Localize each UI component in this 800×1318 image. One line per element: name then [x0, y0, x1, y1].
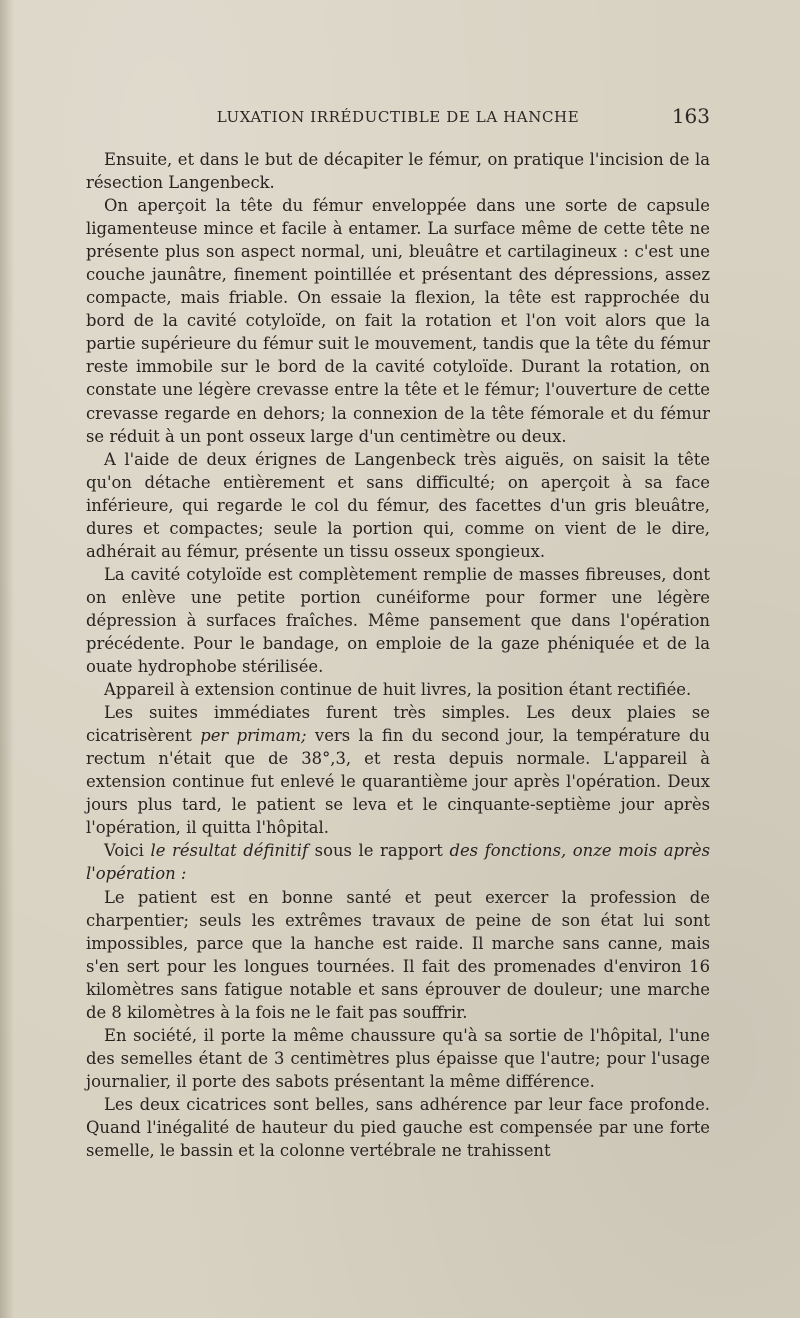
page-gutter-shadow	[0, 0, 14, 1318]
body-text	[86, 148, 710, 1162]
running-title: LUXATION IRRÉDUCTIBLE DE LA HANCHE	[216, 108, 580, 126]
paragraph: Le patient est en bonne santé et peut exercer la profession de charpentier; seuls les extrêmes travaux de peine de son état lui sont impossibles, parce que la hanche est raide. Il marche sans canne, mais s'en sert pour les longues tournées. Il fait des promenades d'environ 16 kilomètres sans fatigue notable et sans éprouver de douleur; une marche de 8 kilomètres à la fois ne le fait pas souffrir.	[86, 887, 710, 1022]
paragraph: La cavité cotyloïde est complètement remplie de masses fibreuses, dont on enlève une petite portion cunéiforme pour former une légère dépression à surfaces fraîches. Même pansement que dans l'opération précédente. Pour le bandage, on emploie de la gaze phéniquée et de la ouate hydrophobe stérilisée.	[86, 564, 710, 677]
italic-phrase: per primam;	[200, 726, 307, 746]
paragraph-text: Voici	[104, 841, 151, 861]
paragraph-text: sous le rapport	[308, 841, 450, 861]
running-header	[86, 106, 710, 134]
italic-phrase: le résultat définitif	[150, 841, 309, 861]
paragraph: Ensuite, et dans le but de décapiter le fémur, on pratique l'incision de la résection Langenbeck.	[86, 150, 710, 193]
paragraph: On aperçoit la tête du fémur enveloppée dans une sorte de capsule ligamenteuse mince et facile à entamer. La surface même de cette tête ne présente plus son aspect normal, uni, bleuâtre et cartilagineux : c'est une couche jaunâtre, finement pointillée et présentant des dépressions, assez compacte, mais friable. On essaie la flexion, la tête est rapprochée du bord de la cavité cotyloïde, on fait la rotation et l'on voit alors que la partie supérieure du fémur suit le mouvement, tandis que la tête du fémur reste immobile sur le bord de la cavité cotyloïde. Durant la rotation, on constate une légère crevasse entre la tête et le fémur; l'ouverture de cette crevasse regarde en dehors; la connexion de la tête fémorale et du fémur se réduit à un pont osseux large d'un centimètre ou deux.	[86, 196, 710, 446]
page-number: 163	[671, 104, 710, 128]
paragraph-text: Les suites immédiates furent très simples. Les deux plaies se cicatrisèrent	[86, 703, 710, 746]
paragraph: Appareil à extension continue de huit livres, la position étant rectifiée.	[104, 680, 692, 700]
paragraph: Les deux cicatrices sont belles, sans adhérence par leur face profonde. Quand l'inégalité de hauteur du pied gauche est compensée par une forte semelle, le bassin et la colonne vertébrale ne trahissent	[86, 1094, 710, 1161]
paragraph-text: vers la fin du second jour, la température du rectum n'était que de 38°,3, et resta depuis normale. L'appareil à extension continue fut enlevé le quarantième jour après l'opération. Deux jours plus tard, le patient se leva et le cinquante-septième jour après l'opération, il quitta l'hôpital.	[86, 726, 710, 838]
paragraph: A l'aide de deux érignes de Langenbeck très aiguës, on saisit la tête qu'on détache entièrement et sans difficulté; on aperçoit à sa face inférieure, qui regarde le col du fémur, des facettes d'un gris bleuâtre, dures et compactes; seule la portion qui, comme on vient de le dire, adhérait au fémur, présente un tissu osseux spongieux.	[86, 449, 710, 561]
paragraph: En société, il porte la même chaussure qu'à sa sortie de l'hôpital, l'une des semelles étant de 3 centimètres plus épaisse que l'autre; pour l'usage journalier, il porte des sabots présentant la même différence.	[86, 1025, 710, 1091]
paragraph	[86, 839, 710, 885]
italic-phrase: des fonctions, onze mois après l'opération :	[86, 841, 710, 884]
paragraph	[86, 701, 710, 839]
